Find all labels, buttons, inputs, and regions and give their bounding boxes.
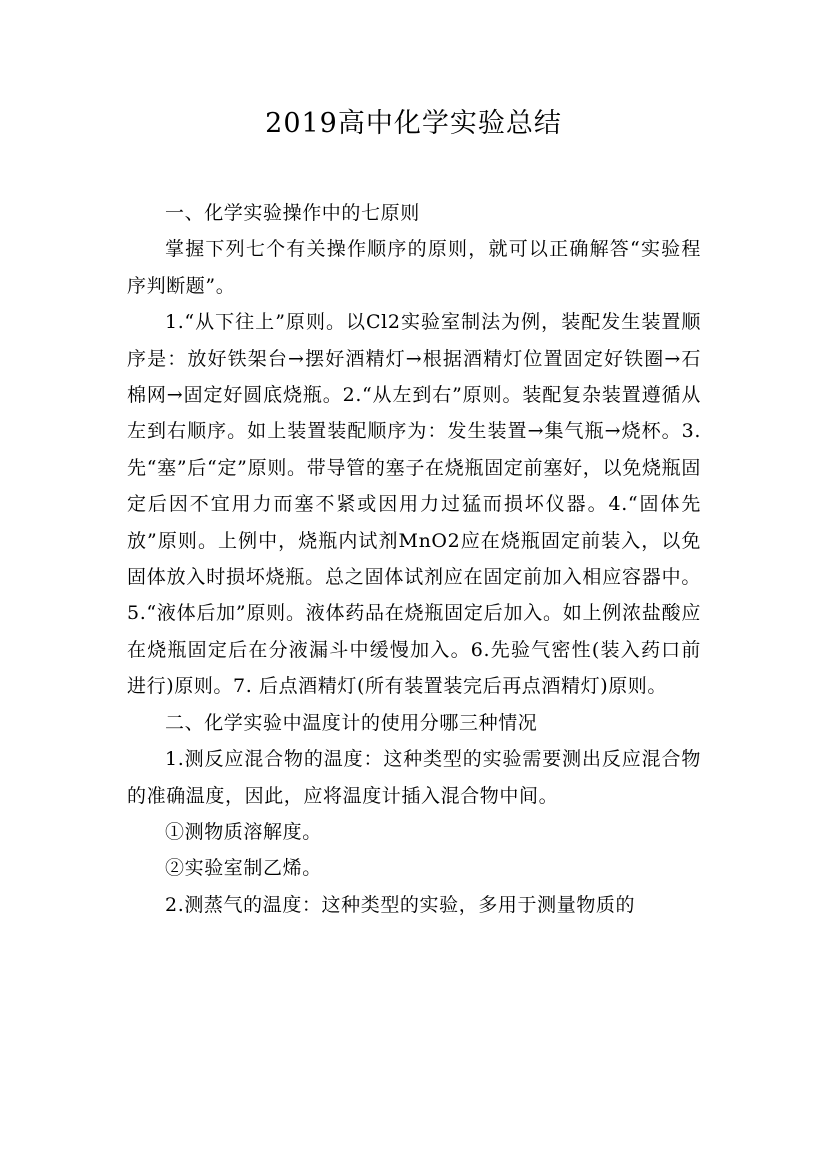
document-body (127, 195, 701, 923)
paragraph-measure-vapor: 2.测蒸气的温度：这种类型的实验，多用于测量物质的 (165, 893, 636, 916)
paragraph-measure-mixture: 1.测反应混合物的温度：这种类型的实验需要测出反应混合物的准确温度，因此，应将温度计插入混合物中间。 (127, 748, 701, 807)
document-title: 2019高中化学实验总结 (265, 108, 562, 139)
section-heading-1: 一、化学实验操作中的七原则 (165, 202, 420, 224)
list-item-solubility: ①测物质溶解度。 (165, 820, 322, 843)
section-heading-2: 二、化学实验中温度计的使用分哪三种情况 (165, 711, 538, 734)
paragraph-intro: 掌握下列七个有关操作顺序的原则，就可以正确解答“实验程序判断题”。 (127, 238, 701, 297)
list-item-ethylene: ②实验室制乙烯。 (165, 857, 322, 880)
paragraph-seven-principles: 1.“从下往上”原则。以Cl2实验室制法为例，装配发生装置顺序是：放好铁架台→摆好酒精灯→根据酒精灯位置固定好铁圈→石棉网→固定好圆底烧瓶。2.“从左到右”原则。装配复杂装置遵循从左到右顺序。如上装置装配顺序为：发生装置→集气瓶→烧杯。3.先“塞”后“定”原则。带导管的塞子在烧瓶固定前塞好，以免烧瓶固定后因不宜用力而塞不紧或因用力过猛而损坏仪器。4.“固体先放”原则。上例中，烧瓶内试剂MnO2应在烧瓶固定前装入，以免固体放入时损坏烧瓶。总之固体试剂应在固定前加入相应容器中。5.“液体后加”原则。液体药品在烧瓶固定后加入。如上例浓盐酸应在烧瓶固定后在分液漏斗中缓慢加入。6.先验气密性(装入药口前进行)原则。7. 后点酒精灯(所有装置装完后再点酒精灯)原则。 (127, 311, 701, 698)
